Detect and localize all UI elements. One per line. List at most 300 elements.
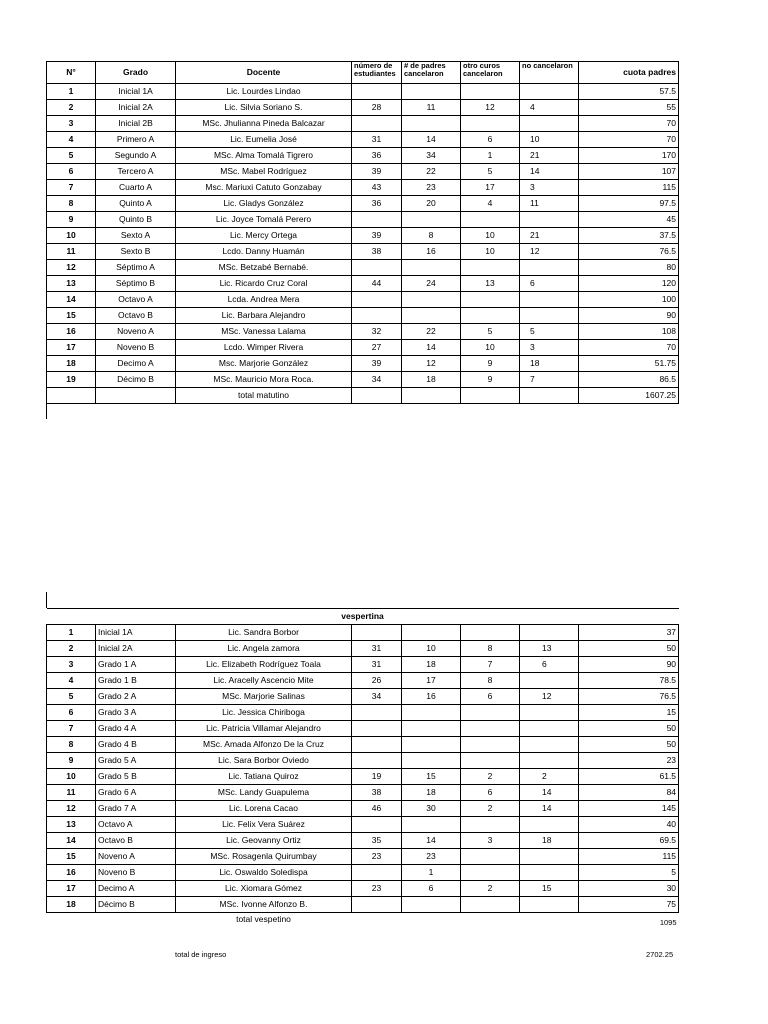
- grado-cell: Decimo A: [96, 356, 176, 372]
- cuota-cell: 15: [579, 705, 679, 721]
- otro-cursos-cell: [461, 753, 520, 769]
- otro-cursos-cell: 3: [461, 833, 520, 849]
- otro-cursos-cell: 13: [461, 276, 520, 292]
- row-number: 6: [47, 164, 96, 180]
- table-row: [47, 865, 679, 881]
- row-number: 14: [47, 292, 96, 308]
- cuota-cell: 37: [579, 625, 679, 641]
- otro-cursos-cell: 6: [461, 785, 520, 801]
- estudiantes-cell: 38: [352, 244, 402, 260]
- empty-cell: [96, 913, 176, 929]
- docente-cell: Msc. Marjorie González: [176, 356, 352, 372]
- header-padres-cancelaron: # de padres cancelaron: [402, 62, 461, 84]
- row-number: 17: [47, 340, 96, 356]
- total-value: 1095: [659, 917, 677, 927]
- docente-cell: MSc. Vanessa Lalama: [176, 324, 352, 340]
- padres-cancelaron-cell: [402, 292, 461, 308]
- no-cancelaron-cell: [520, 260, 579, 276]
- grado-cell: Quinto A: [96, 196, 176, 212]
- docente-cell: Lic. Gladys González: [176, 196, 352, 212]
- grado-cell: Cuarto A: [96, 180, 176, 196]
- row-number: 3: [47, 116, 96, 132]
- estudiantes-cell: 31: [352, 657, 402, 673]
- table-row: [47, 849, 679, 865]
- padres-cancelaron-cell: [402, 308, 461, 324]
- grado-cell: Grado 1 B: [96, 673, 176, 689]
- grado-cell: Inicial 2B: [96, 116, 176, 132]
- total-ingreso-label: total de ingreso: [175, 950, 227, 959]
- estudiantes-cell: [352, 737, 402, 753]
- estudiantes-cell: 36: [352, 196, 402, 212]
- empty-cell: [402, 388, 461, 404]
- grado-cell: Sexto A: [96, 228, 176, 244]
- docente-cell: Lic. Felix Vera Suárez: [176, 817, 352, 833]
- docente-cell: MSc. Landy Guapulema: [176, 785, 352, 801]
- cuota-cell: 70: [579, 340, 679, 356]
- otro-cursos-cell: 5: [461, 164, 520, 180]
- row-number: 5: [47, 689, 96, 705]
- padres-cancelaron-cell: 14: [402, 132, 461, 148]
- cuota-cell: 120: [579, 276, 679, 292]
- cuota-cell: 50: [579, 641, 679, 657]
- docente-cell: Lcdo. Wimper Rivera: [176, 340, 352, 356]
- no-cancelaron-cell: 6: [520, 657, 579, 673]
- row-number: 10: [47, 228, 96, 244]
- no-cancelaron-cell: 18: [520, 833, 579, 849]
- no-cancelaron-cell: [520, 897, 579, 913]
- grado-cell: Grado 4 A: [96, 721, 176, 737]
- grado-cell: Octavo B: [96, 308, 176, 324]
- cuota-cell: 90: [579, 657, 679, 673]
- cuota-cell: 45: [579, 212, 679, 228]
- padres-cancelaron-cell: [402, 897, 461, 913]
- docente-cell: Lic. Mercy Ortega: [176, 228, 352, 244]
- grado-cell: Octavo A: [96, 817, 176, 833]
- estudiantes-cell: 23: [352, 849, 402, 865]
- grado-cell: Segundo A: [96, 148, 176, 164]
- header-otro-cursos: otro curos cancelaron: [461, 62, 520, 84]
- estudiantes-cell: [352, 817, 402, 833]
- cuota-cell: 70: [579, 116, 679, 132]
- row-number: 2: [47, 100, 96, 116]
- otro-cursos-cell: [461, 84, 520, 100]
- total-row: [47, 913, 679, 929]
- header-num-estudiantes: número de estudiantes: [352, 62, 402, 84]
- row-number: 6: [47, 705, 96, 721]
- estudiantes-cell: 38: [352, 785, 402, 801]
- section-title-row: [47, 609, 679, 625]
- otro-cursos-cell: 1: [461, 148, 520, 164]
- vespertina-table: [46, 608, 679, 929]
- padres-cancelaron-cell: 34: [402, 148, 461, 164]
- no-cancelaron-cell: 12: [520, 689, 579, 705]
- row-number: 12: [47, 260, 96, 276]
- row-number: 19: [47, 372, 96, 388]
- docente-cell: Lic. Sara Borbor Oviedo: [176, 753, 352, 769]
- table-row: [47, 244, 679, 260]
- table-row: [47, 801, 679, 817]
- estudiantes-cell: [352, 260, 402, 276]
- padres-cancelaron-cell: 23: [402, 849, 461, 865]
- table-row: [47, 897, 679, 913]
- cuota-cell: 100: [579, 292, 679, 308]
- row-number: 9: [47, 753, 96, 769]
- table-row: [47, 116, 679, 132]
- padres-cancelaron-cell: 18: [402, 785, 461, 801]
- otro-cursos-cell: [461, 116, 520, 132]
- padres-cancelaron-cell: 14: [402, 340, 461, 356]
- otro-cursos-cell: 6: [461, 132, 520, 148]
- table-row: [47, 356, 679, 372]
- no-cancelaron-cell: 18: [520, 356, 579, 372]
- empty-cell: [520, 913, 579, 929]
- empty-cell: [461, 388, 520, 404]
- table-row: [47, 292, 679, 308]
- padres-cancelaron-cell: [402, 84, 461, 100]
- grado-cell: Noveno B: [96, 340, 176, 356]
- no-cancelaron-cell: 4: [520, 100, 579, 116]
- section-title: vespertina: [47, 609, 679, 625]
- cuota-cell: 97.5: [579, 196, 679, 212]
- no-cancelaron-cell: 2: [520, 769, 579, 785]
- grado-cell: Sexto B: [96, 244, 176, 260]
- table-edge: [46, 592, 47, 608]
- no-cancelaron-cell: [520, 849, 579, 865]
- estudiantes-cell: 46: [352, 801, 402, 817]
- grado-cell: Grado 2 A: [96, 689, 176, 705]
- otro-cursos-cell: 2: [461, 881, 520, 897]
- table-row: [47, 625, 679, 641]
- cuota-cell: 70: [579, 132, 679, 148]
- table-row: [47, 196, 679, 212]
- estudiantes-cell: 31: [352, 641, 402, 657]
- no-cancelaron-cell: 5: [520, 324, 579, 340]
- estudiantes-cell: [352, 721, 402, 737]
- header-cuota: cuota padres: [579, 62, 679, 84]
- cuota-cell: 37.5: [579, 228, 679, 244]
- table-row: [47, 212, 679, 228]
- padres-cancelaron-cell: [402, 753, 461, 769]
- grado-cell: Noveno A: [96, 849, 176, 865]
- table-row: [47, 657, 679, 673]
- table-row: [47, 673, 679, 689]
- docente-cell: Lic. Joyce Tomalá Perero: [176, 212, 352, 228]
- cuota-cell: 108: [579, 324, 679, 340]
- docente-cell: MSc. Betzabé Bernabé.: [176, 260, 352, 276]
- docente-cell: MSc. Jhulianna Pineda Balcazar: [176, 116, 352, 132]
- grado-cell: Inicial 2A: [96, 641, 176, 657]
- docente-cell: Lic. Aracelly Ascencio Mite: [176, 673, 352, 689]
- docente-cell: Lic. Eumelia José: [176, 132, 352, 148]
- no-cancelaron-cell: [520, 705, 579, 721]
- header-grado: Grado: [96, 62, 176, 84]
- table-row: [47, 132, 679, 148]
- docente-cell: Lic. Barbara Alejandro: [176, 308, 352, 324]
- estudiantes-cell: [352, 625, 402, 641]
- estudiantes-cell: 27: [352, 340, 402, 356]
- cuota-cell: 78.5: [579, 673, 679, 689]
- estudiantes-cell: 19: [352, 769, 402, 785]
- table-row: [47, 753, 679, 769]
- no-cancelaron-cell: [520, 721, 579, 737]
- cuota-cell: 69.5: [579, 833, 679, 849]
- no-cancelaron-cell: 11: [520, 196, 579, 212]
- cuota-cell: 76.5: [579, 689, 679, 705]
- row-number: 4: [47, 673, 96, 689]
- estudiantes-cell: 28: [352, 100, 402, 116]
- otro-cursos-cell: 8: [461, 673, 520, 689]
- no-cancelaron-cell: [520, 625, 579, 641]
- row-number: 12: [47, 801, 96, 817]
- cuota-cell: 107: [579, 164, 679, 180]
- estudiantes-cell: 39: [352, 228, 402, 244]
- otro-cursos-cell: [461, 212, 520, 228]
- table-row: [47, 324, 679, 340]
- estudiantes-cell: [352, 753, 402, 769]
- table-row: [47, 340, 679, 356]
- table-row: [47, 164, 679, 180]
- docente-cell: MSc. Ivonne Alfonzo B.: [176, 897, 352, 913]
- grado-cell: Séptimo A: [96, 260, 176, 276]
- empty-cell: [47, 388, 96, 404]
- docente-cell: Lic. Jessica Chiriboga: [176, 705, 352, 721]
- cuota-cell: 61.5: [579, 769, 679, 785]
- otro-cursos-cell: 12: [461, 100, 520, 116]
- otro-cursos-cell: [461, 292, 520, 308]
- grado-cell: Primero A: [96, 132, 176, 148]
- otro-cursos-cell: [461, 865, 520, 881]
- table-row: [47, 148, 679, 164]
- grado-cell: Grado 6 A: [96, 785, 176, 801]
- docente-cell: MSc. Mauricio Mora Roca.: [176, 372, 352, 388]
- docente-cell: Lic. Ricardo Cruz Coral: [176, 276, 352, 292]
- docente-cell: Lcda. Andrea Mera: [176, 292, 352, 308]
- cuota-cell: 115: [579, 849, 679, 865]
- table-row: [47, 769, 679, 785]
- cuota-cell: 145: [579, 801, 679, 817]
- no-cancelaron-cell: 15: [520, 881, 579, 897]
- cuota-cell: 51.75: [579, 356, 679, 372]
- docente-cell: Lic. Patricia Villamar Alejandro: [176, 721, 352, 737]
- row-number: 16: [47, 865, 96, 881]
- matutino-table: [46, 61, 679, 404]
- estudiantes-cell: [352, 308, 402, 324]
- otro-cursos-cell: 4: [461, 196, 520, 212]
- total-label: total vespetino: [236, 914, 291, 924]
- cuota-cell: 86.5: [579, 372, 679, 388]
- header-n: N°: [47, 62, 96, 84]
- row-number: 18: [47, 897, 96, 913]
- table-row: [47, 705, 679, 721]
- otro-cursos-cell: [461, 817, 520, 833]
- no-cancelaron-cell: 14: [520, 164, 579, 180]
- estudiantes-cell: 31: [352, 132, 402, 148]
- no-cancelaron-cell: 14: [520, 785, 579, 801]
- row-number: 7: [47, 721, 96, 737]
- table-row: [47, 817, 679, 833]
- padres-cancelaron-cell: 24: [402, 276, 461, 292]
- row-number: 13: [47, 276, 96, 292]
- otro-cursos-cell: [461, 849, 520, 865]
- docente-cell: MSc. Amada Alfonzo De la Cruz: [176, 737, 352, 753]
- grado-cell: Tercero A: [96, 164, 176, 180]
- grado-cell: Decimo A: [96, 881, 176, 897]
- cuota-cell: 55: [579, 100, 679, 116]
- row-number: 15: [47, 849, 96, 865]
- padres-cancelaron-cell: 18: [402, 372, 461, 388]
- otro-cursos-cell: [461, 721, 520, 737]
- cuota-cell: 80: [579, 260, 679, 276]
- empty-cell: [96, 388, 176, 404]
- cuota-cell: 170: [579, 148, 679, 164]
- otro-cursos-cell: [461, 737, 520, 753]
- grado-cell: Inicial 2A: [96, 100, 176, 116]
- cuota-cell: 30: [579, 881, 679, 897]
- row-number: 9: [47, 212, 96, 228]
- padres-cancelaron-cell: [402, 737, 461, 753]
- docente-cell: Lic. Elizabeth Rodríguez Toala: [176, 657, 352, 673]
- estudiantes-cell: [352, 292, 402, 308]
- grado-cell: Grado 1 A: [96, 657, 176, 673]
- padres-cancelaron-cell: 20: [402, 196, 461, 212]
- grado-cell: Décimo B: [96, 372, 176, 388]
- padres-cancelaron-cell: 12: [402, 356, 461, 372]
- grado-cell: Quinto B: [96, 212, 176, 228]
- otro-cursos-cell: 10: [461, 228, 520, 244]
- padres-cancelaron-cell: 22: [402, 164, 461, 180]
- cuota-cell: 75: [579, 897, 679, 913]
- estudiantes-cell: [352, 865, 402, 881]
- docente-cell: MSc. Mabel Rodríguez: [176, 164, 352, 180]
- cuota-cell: 50: [579, 721, 679, 737]
- grado-cell: Octavo B: [96, 833, 176, 849]
- cuota-cell: 40: [579, 817, 679, 833]
- cuota-cell: 23: [579, 753, 679, 769]
- padres-cancelaron-cell: 8: [402, 228, 461, 244]
- table-row: [47, 833, 679, 849]
- padres-cancelaron-cell: 18: [402, 657, 461, 673]
- grado-cell: Grado 5 A: [96, 753, 176, 769]
- padres-cancelaron-cell: 22: [402, 324, 461, 340]
- no-cancelaron-cell: 13: [520, 641, 579, 657]
- no-cancelaron-cell: 10: [520, 132, 579, 148]
- docente-cell: MSc. Rosagenla Quirumbay: [176, 849, 352, 865]
- grado-cell: Grado 7 A: [96, 801, 176, 817]
- table-row: [47, 721, 679, 737]
- otro-cursos-cell: 10: [461, 244, 520, 260]
- padres-cancelaron-cell: [402, 625, 461, 641]
- row-number: 10: [47, 769, 96, 785]
- no-cancelaron-cell: 14: [520, 801, 579, 817]
- otro-cursos-cell: [461, 897, 520, 913]
- no-cancelaron-cell: [520, 737, 579, 753]
- grado-cell: Décimo B: [96, 897, 176, 913]
- docente-cell: Msc. Mariuxi Catuto Gonzabay: [176, 180, 352, 196]
- padres-cancelaron-cell: [402, 116, 461, 132]
- grado-cell: Grado 5 B: [96, 769, 176, 785]
- row-number: 3: [47, 657, 96, 673]
- otro-cursos-cell: [461, 260, 520, 276]
- docente-cell: MSc. Marjorie Salinas: [176, 689, 352, 705]
- otro-cursos-cell: 2: [461, 769, 520, 785]
- otro-cursos-cell: 2: [461, 801, 520, 817]
- docente-cell: Lic. Geovanny Ortiz: [176, 833, 352, 849]
- grado-cell: Inicial 1A: [96, 625, 176, 641]
- estudiantes-cell: 39: [352, 164, 402, 180]
- row-number: 15: [47, 308, 96, 324]
- row-number: 11: [47, 244, 96, 260]
- row-number: 17: [47, 881, 96, 897]
- empty-cell: [520, 388, 579, 404]
- estudiantes-cell: 39: [352, 356, 402, 372]
- padres-cancelaron-cell: 23: [402, 180, 461, 196]
- padres-cancelaron-cell: 15: [402, 769, 461, 785]
- no-cancelaron-cell: [520, 753, 579, 769]
- no-cancelaron-cell: 7: [520, 372, 579, 388]
- table-row: [47, 100, 679, 116]
- row-number: 7: [47, 180, 96, 196]
- padres-cancelaron-cell: 16: [402, 244, 461, 260]
- padres-cancelaron-cell: 16: [402, 689, 461, 705]
- padres-cancelaron-cell: 6: [402, 881, 461, 897]
- otro-cursos-cell: 9: [461, 372, 520, 388]
- no-cancelaron-cell: 3: [520, 340, 579, 356]
- docente-cell: Lic. Tatiana Quiroz: [176, 769, 352, 785]
- docente-cell: Lic. Sandra Borbor: [176, 625, 352, 641]
- row-number: 1: [47, 625, 96, 641]
- table-row: [47, 641, 679, 657]
- header-row: [47, 62, 679, 84]
- total-row: [47, 388, 679, 404]
- padres-cancelaron-cell: [402, 817, 461, 833]
- table-row: [47, 228, 679, 244]
- table-row: [47, 785, 679, 801]
- table-row: [47, 260, 679, 276]
- row-number: 11: [47, 785, 96, 801]
- table-row: [47, 737, 679, 753]
- row-number: 8: [47, 196, 96, 212]
- table-row: [47, 180, 679, 196]
- no-cancelaron-cell: [520, 817, 579, 833]
- padres-cancelaron-cell: 10: [402, 641, 461, 657]
- no-cancelaron-cell: 21: [520, 148, 579, 164]
- estudiantes-cell: 32: [352, 324, 402, 340]
- no-cancelaron-cell: 6: [520, 276, 579, 292]
- cuota-cell: 84: [579, 785, 679, 801]
- otro-cursos-cell: 5: [461, 324, 520, 340]
- table-row: [47, 689, 679, 705]
- otro-cursos-cell: 6: [461, 689, 520, 705]
- cuota-cell: 57.5: [579, 84, 679, 100]
- docente-cell: Lic. Oswaldo Soledispa: [176, 865, 352, 881]
- no-cancelaron-cell: 21: [520, 228, 579, 244]
- estudiantes-cell: 36: [352, 148, 402, 164]
- estudiantes-cell: 23: [352, 881, 402, 897]
- grado-cell: Inicial 1A: [96, 84, 176, 100]
- estudiantes-cell: 34: [352, 372, 402, 388]
- otro-cursos-cell: 8: [461, 641, 520, 657]
- estudiantes-cell: [352, 84, 402, 100]
- grado-cell: Octavo A: [96, 292, 176, 308]
- docente-cell: MSc. Alma Tomalá Tigrero: [176, 148, 352, 164]
- cuota-cell: 90: [579, 308, 679, 324]
- total-ingreso-value: 2702.25: [646, 950, 674, 959]
- header-no-cancelaron: no cancelaron: [520, 62, 579, 84]
- estudiantes-cell: 35: [352, 833, 402, 849]
- row-number: 18: [47, 356, 96, 372]
- no-cancelaron-cell: 12: [520, 244, 579, 260]
- row-number: 16: [47, 324, 96, 340]
